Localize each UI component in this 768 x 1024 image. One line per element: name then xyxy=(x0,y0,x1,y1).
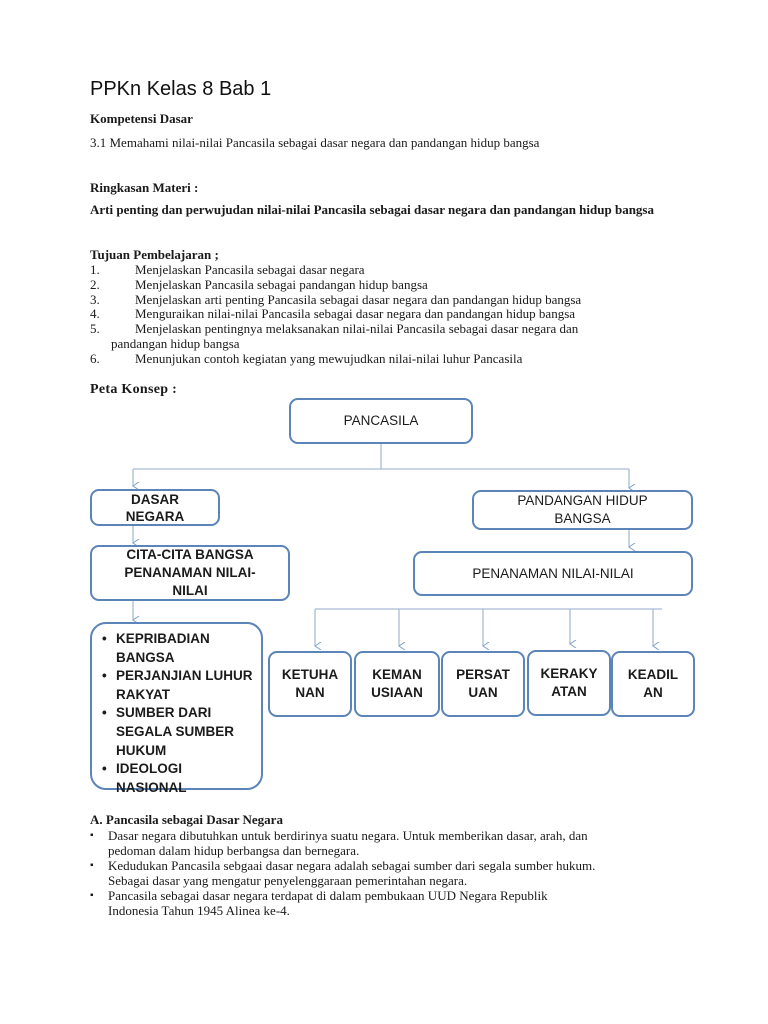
box-dasar-bullets xyxy=(90,622,263,795)
kompetensi-text: 3.1 Memahami nilai-nilai Pancasila sebagai dasar negara dan pandangan hidup bangsa xyxy=(90,135,540,150)
item-text: Menunjukan contoh kegiatan yang mewujudkan nilai-nilai luhur Pancasila xyxy=(135,350,523,366)
box-kerakyatan xyxy=(527,650,611,716)
item-number: 4. xyxy=(90,306,100,322)
box-label: KEADIL xyxy=(627,667,679,682)
item-text: Menjelaskan arti penting Pancasila sebagai dasar negara dan pandangan hidup bangsa xyxy=(135,291,582,307)
box-label: KEMAN xyxy=(372,667,422,682)
box-cita-cita xyxy=(90,545,290,601)
section-a-heading: A. Pancasila sebagai Dasar Negara xyxy=(90,812,283,827)
box-keadilan xyxy=(611,651,695,717)
box-label: DASAR xyxy=(130,491,179,507)
item-number: 3. xyxy=(90,291,100,307)
item-text: pedoman dalam hidup berbangsa dan bernegara. xyxy=(108,843,360,858)
section-a-item xyxy=(90,888,690,918)
ringkasan-heading: Ringkasan Materi : xyxy=(90,180,199,195)
bullet-item: • SUMBER DARI SEGALA SUMBER HUKUM xyxy=(102,704,253,760)
box-label: CITA-CITA BANGSA xyxy=(126,547,254,562)
box-label: NEGARA xyxy=(125,508,185,524)
section-a-item xyxy=(90,828,690,858)
box-label: AN xyxy=(643,685,663,700)
item-text: Sebagai dasar yang mengatur penyelenggaraan pemerintahan negara. xyxy=(108,873,468,888)
bullet-item: • PERJANJIAN LUHUR RAKYAT xyxy=(102,667,253,704)
box-label: KETUHA xyxy=(281,667,339,682)
kompetensi-heading: Kompetensi Dasar xyxy=(90,111,193,126)
item-text: Menjelaskan Pancasila sebagai dasar negara xyxy=(135,262,365,277)
bullet-item: • IDEOLOGI NASIONAL xyxy=(102,760,253,797)
box-label: KERAKY xyxy=(540,666,598,681)
box-ketuhanan xyxy=(268,651,352,717)
item-text: Menjelaskan Pancasila sebagai pandangan hidup bangsa xyxy=(135,276,428,292)
peta-heading: Peta Konsep : xyxy=(90,382,178,397)
box-penanaman-nilai xyxy=(413,551,693,596)
item-number: 1. xyxy=(90,262,100,277)
ringkasan-subtitle: Arti penting dan perwujudan nilai-nilai Pancasila sebagai dasar negara dan pandangan hidup bangsa xyxy=(90,202,654,217)
box-persatuan xyxy=(441,651,525,717)
tujuan-heading: Tujuan Pembelajaran ; xyxy=(90,247,219,262)
item-text-continued: pandangan hidup bangsa xyxy=(111,335,240,351)
box-pancasila xyxy=(289,398,473,444)
box-kemanusiaan xyxy=(354,651,440,717)
item-number: 5. xyxy=(90,321,100,337)
box-label: PENANAMAN NILAI-NILAI xyxy=(472,565,634,581)
box-label: PANDANGAN HIDUP xyxy=(517,493,648,508)
box-label: PERSAT xyxy=(456,667,510,682)
box-label: NILAI xyxy=(172,583,208,598)
item-text: ▪ Pancasila sebagai dasar negara terdapat di dalam pembukaan UUD Negara Republik xyxy=(108,888,548,903)
box-label: BANGSA xyxy=(554,511,611,526)
box-label: PENANAMAN NILAI- xyxy=(124,565,256,580)
item-text: ▪ Dasar negara dibutuhkan untuk berdirinya suatu negara. Untuk memberikan dasar, arah, dan xyxy=(108,828,588,843)
page-title: PPKn Kelas 8 Bab 1 xyxy=(90,78,272,100)
item-text: Menjelaskan pentingnya melaksanakan nilai-nilai Pancasila sebagai dasar negara dan xyxy=(135,321,579,337)
item-number: 2. xyxy=(90,276,100,292)
box-label: USIAAN xyxy=(371,685,423,700)
item-text: Indonesia Tahun 1945 Alinea ke-4. xyxy=(108,903,290,918)
bullet-item: • KEPRIBADIAN BANGSA xyxy=(102,630,253,667)
box-label: PANCASILA xyxy=(343,413,419,428)
box-label: NAN xyxy=(295,685,325,700)
section-a-item xyxy=(90,858,690,888)
dasar-bullet-list xyxy=(102,630,253,797)
box-dasar-negara xyxy=(90,489,220,526)
item-text: Menguraikan nilai-nilai Pancasila sebagai dasar negara dan pandangan hidup bangsa xyxy=(135,306,576,322)
section-a-list xyxy=(90,828,690,918)
item-text: ▪ Kedudukan Pancasila sebgaai dasar negara adalah sebagai sumber dari segala sumber hukum. xyxy=(108,858,596,873)
box-label: UAN xyxy=(468,685,498,700)
box-pandangan-hidup xyxy=(472,490,693,530)
box-label: ATAN xyxy=(551,684,587,699)
item-number: 6. xyxy=(90,350,100,366)
